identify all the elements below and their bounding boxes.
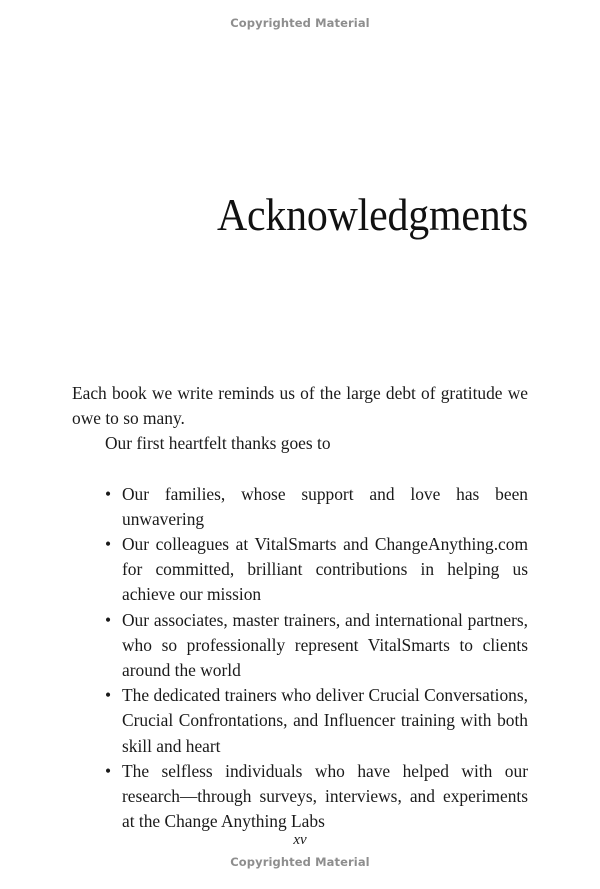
list-item-text: The dedicated trainers who deliver Crucial Conversations, Crucial Confrontations, and Influencer training with both skill and heart — [122, 685, 528, 756]
thanks-lead-in-paragraph: Our first heartfelt thanks goes to — [105, 433, 331, 454]
list-item — [72, 683, 528, 759]
list-item-text: Our associates, master trainers, and international partners, who so professionally represent VitalSmarts to clients around the world — [122, 609, 528, 681]
list-item-text: Our families, whose support and love has been unwavering — [122, 483, 528, 529]
bullet-icon: • — [104, 483, 112, 504]
list-item — [72, 532, 528, 608]
page-number: xv — [293, 832, 307, 848]
list-item-text: The selfless individuals who have helped with our research—through surveys, interviews, and experiments at the Change Anything Labs — [122, 760, 528, 832]
copyrighted-material-watermark-top: Copyrighted Material — [230, 16, 370, 30]
page-title: Acknowledgments — [216, 190, 528, 241]
list-item — [72, 759, 528, 835]
list-item-text: Our colleagues at VitalSmarts and ChangeAnything.com for committed, brilliant contributions in helping us achieve our mission — [122, 534, 528, 605]
intro-paragraph: Each book we write reminds us of the large debt of gratitude we owe to so many. — [72, 383, 528, 429]
list-item — [72, 608, 528, 684]
bullet-icon: • — [104, 534, 112, 555]
copyrighted-material-watermark-bottom: Copyrighted Material — [230, 855, 370, 869]
bullet-icon: • — [104, 685, 112, 706]
bullet-icon: • — [104, 609, 112, 630]
list-item — [72, 482, 528, 532]
acknowledgment-list — [72, 482, 528, 835]
body-content — [72, 381, 528, 834]
bullet-icon: • — [104, 760, 112, 781]
